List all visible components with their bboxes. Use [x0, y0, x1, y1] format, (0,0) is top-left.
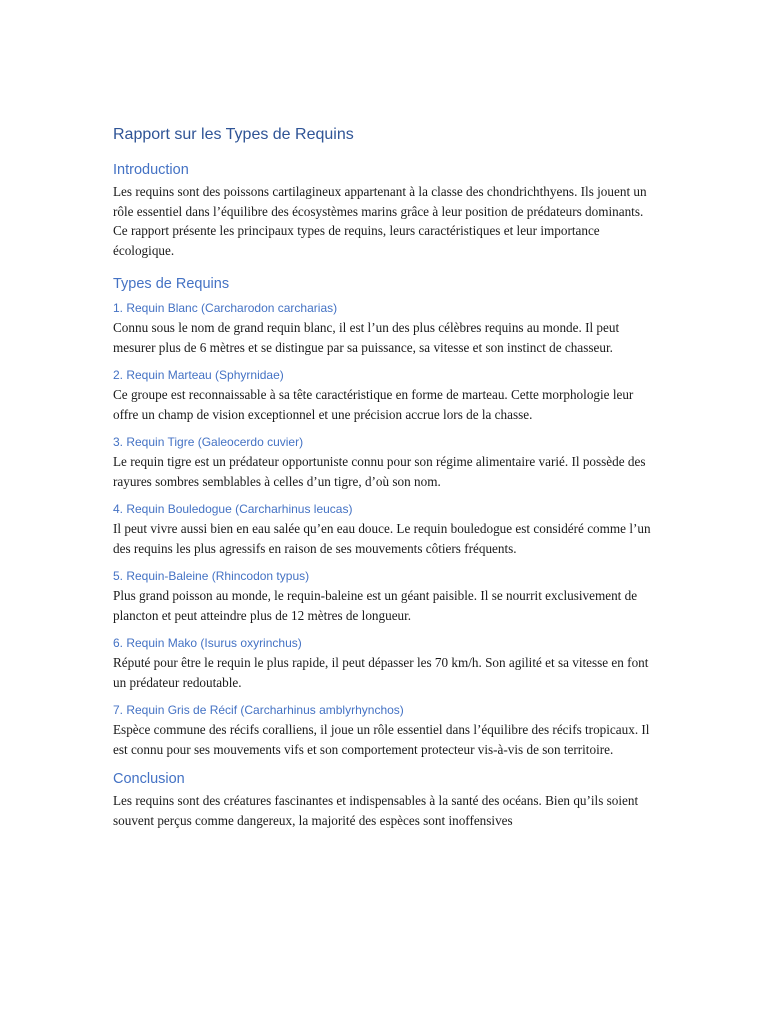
- shark-type-paragraph: Il peut vivre aussi bien en eau salée qu’en eau douce. Le requin bouledogue est considéré comme l’un des requins les plus agressifs en raison de ses mouvements côtiers fréquents.: [113, 521, 651, 556]
- shark-type-heading: 5. Requin-Baleine (Rhincodon typus): [113, 569, 310, 583]
- shark-type-heading: 3. Requin Tigre (Galeocerdo cuvier): [113, 435, 304, 449]
- shark-type-section: [113, 300, 655, 357]
- shark-type-paragraph: Réputé pour être le requin le plus rapide, il peut dépasser les 70 km/h. Son agilité et sa vitesse en font un prédateur redoutable.: [113, 655, 649, 690]
- shark-type-paragraph: Espèce commune des récifs coralliens, il joue un rôle essentiel dans l’équilibre des récifs tropicaux. Il est connu pour ses mouvements vifs et son comportement protecteur vis-à-vis de son territoire.: [113, 722, 650, 757]
- document-title: Rapport sur les Types de Requins: [113, 126, 354, 143]
- shark-type-paragraph: Ce groupe est reconnaissable à sa tête caractéristique en forme de marteau. Cette morphologie leur offre un champ de vision exceptionnel et une précision accrue lors de la chasse.: [113, 387, 634, 422]
- introduction-paragraph: Les requins sont des poissons cartilagineux appartenant à la classe des chondrichthyens. Ils jouent un rôle essentiel dans l’équilibre des écosystèmes marins grâce à leur position de prédateurs dominants. Ce rapport présente les principaux types de requins, leurs caractéristiques et leur importance écologique.: [113, 184, 647, 258]
- shark-type-heading: 7. Requin Gris de Récif (Carcharhinus amblyrhynchos): [113, 703, 404, 717]
- shark-type-section: [113, 635, 655, 692]
- shark-type-paragraph: Plus grand poisson au monde, le requin-baleine est un géant paisible. Il se nourrit exclusivement de plancton et peut atteindre plus de 12 mètres de longueur.: [113, 588, 638, 623]
- shark-type-heading: 6. Requin Mako (Isurus oxyrinchus): [113, 636, 302, 650]
- shark-type-heading: 2. Requin Marteau (Sphyrnidae): [113, 368, 284, 382]
- shark-type-section: [113, 434, 655, 491]
- shark-type-paragraph: Le requin tigre est un prédateur opportuniste connu pour son régime alimentaire varié. Il possède des rayures sombres semblables à celles d’un tigre, d’où son nom.: [113, 454, 646, 489]
- conclusion-section: [113, 769, 655, 830]
- document-page: [113, 124, 655, 842]
- shark-type-section: [113, 367, 655, 424]
- shark-type-paragraph: Connu sous le nom de grand requin blanc, il est l’un des plus célèbres requins au monde. Il peut mesurer plus de 6 mètres et se distingue par sa puissance, sa vitesse et son instinct de chasseur.: [113, 320, 620, 355]
- introduction-section: [113, 160, 655, 260]
- introduction-heading: Introduction: [113, 162, 189, 178]
- conclusion-heading: Conclusion: [113, 771, 185, 787]
- shark-type-section: [113, 501, 655, 558]
- shark-type-section: [113, 702, 655, 759]
- shark-type-section: [113, 568, 655, 625]
- conclusion-paragraph: Les requins sont des créatures fascinantes et indispensables à la santé des océans. Bien qu’ils soient souvent perçus comme dangereux, la majorité des espèces sont inoffensives: [113, 793, 639, 828]
- shark-type-heading: 1. Requin Blanc (Carcharodon carcharias): [113, 301, 338, 315]
- shark-type-heading: 4. Requin Bouledogue (Carcharhinus leucas): [113, 502, 353, 516]
- types-heading: Types de Requins: [113, 276, 230, 292]
